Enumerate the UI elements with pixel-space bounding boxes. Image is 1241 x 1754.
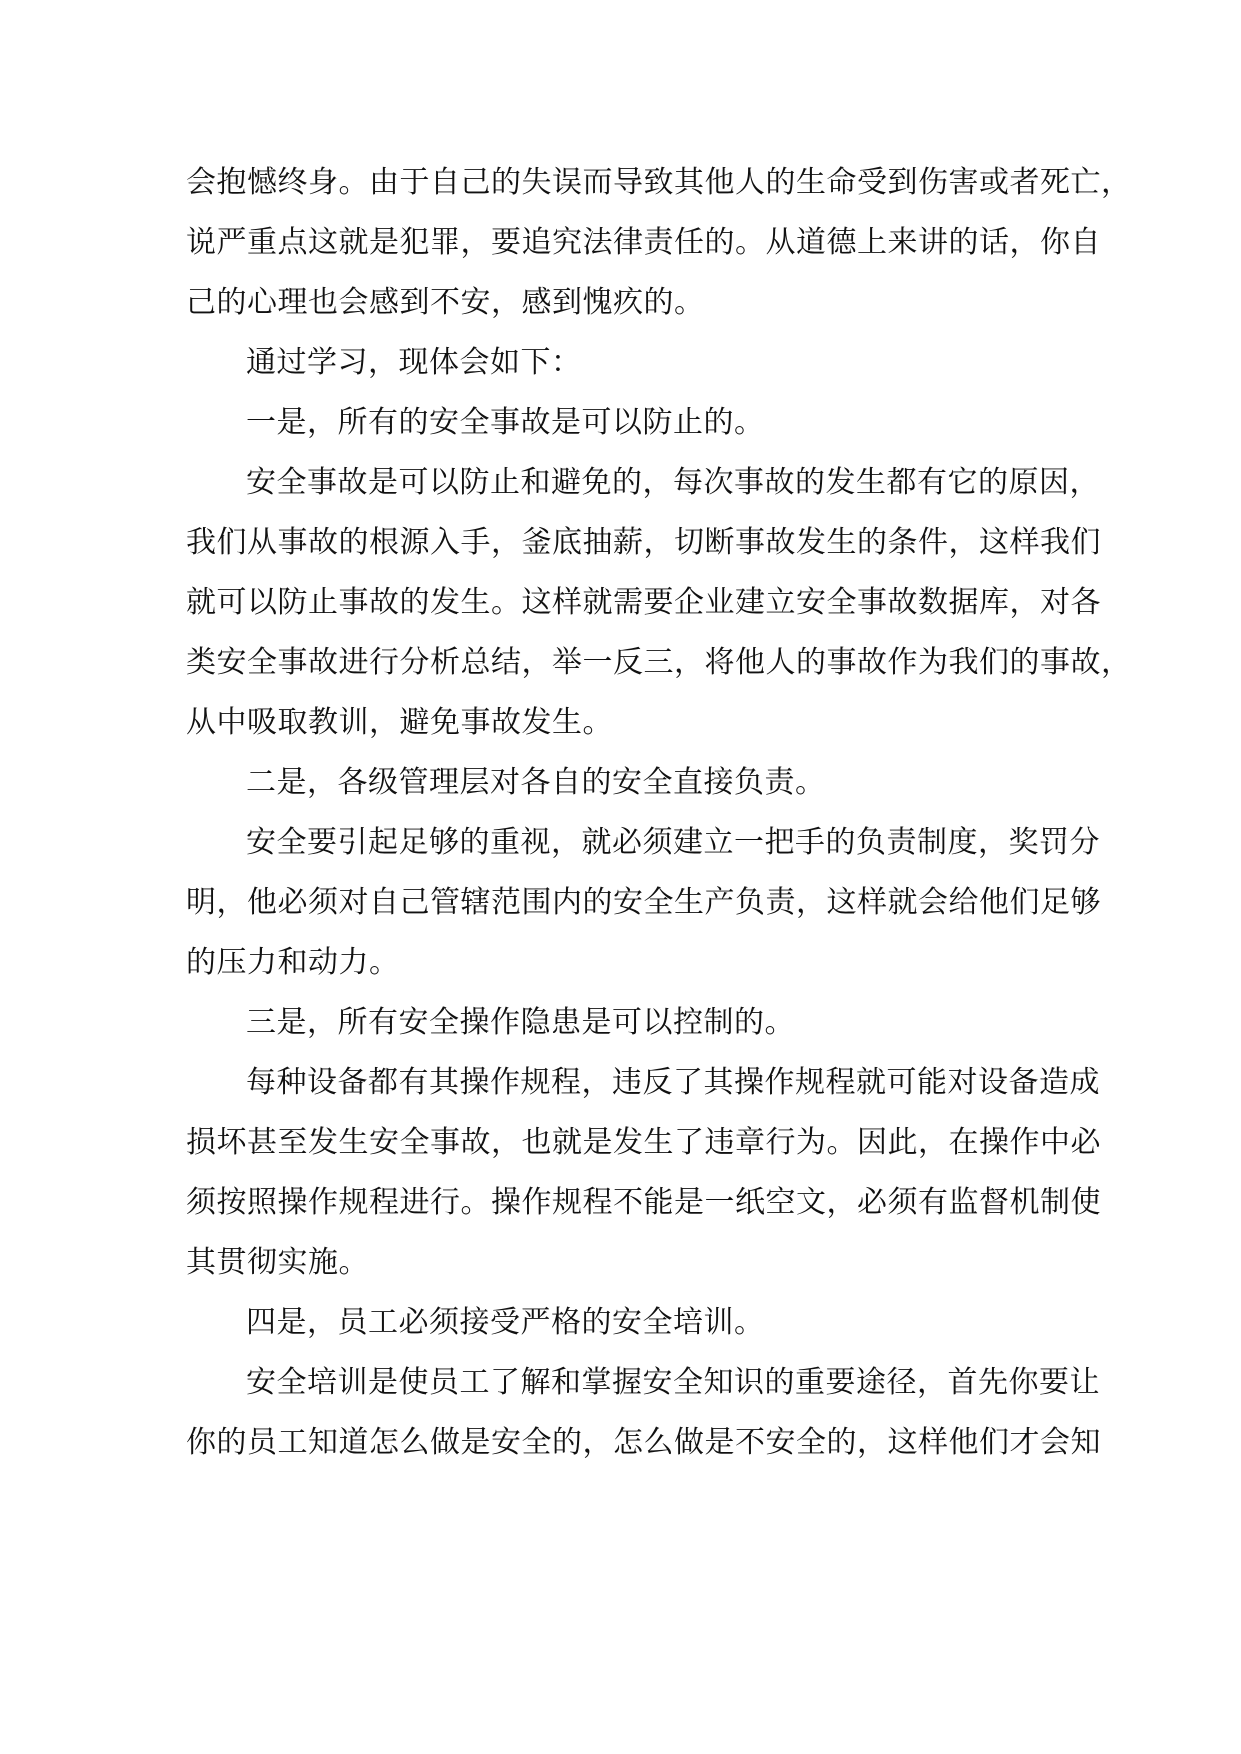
- text-line: 你的员工知道怎么做是安全的，怎么做是不安全的，这样他们才会知: [186, 1425, 1101, 1460]
- text-line: 己的心理也会感到不安，感到愧疚的。: [186, 285, 705, 320]
- section-heading: 一是，所有的安全事故是可以防止的。: [246, 405, 765, 440]
- text-line: 会抱憾终身。由于自己的失误而导致其他人的生命受到伤害或者死亡，: [186, 165, 1132, 200]
- section-heading: 四是，员工必须接受严格的安全培训。: [246, 1305, 765, 1340]
- text-line: 通过学习，现体会如下：: [246, 345, 582, 380]
- section-heading: 三是，所有安全操作隐患是可以控制的。: [246, 1005, 795, 1040]
- text-line: 就可以防止事故的发生。这样就需要企业建立安全事故数据库，对各: [186, 585, 1101, 620]
- text-line: 明，他必须对自己管辖范围内的安全生产负责，这样就会给他们足够: [186, 885, 1101, 920]
- text-line: 其贯彻实施。: [186, 1245, 369, 1280]
- text-line: 安全事故是可以防止和避免的，每次事故的发生都有它的原因，: [246, 465, 1100, 500]
- text-line: 的压力和动力。: [186, 945, 400, 980]
- text-line: 安全培训是使员工了解和掌握安全知识的重要途径，首先你要让: [246, 1365, 1100, 1400]
- text-line: 我们从事故的根源入手，釜底抽薪，切断事故发生的条件，这样我们: [186, 525, 1101, 560]
- text-line: 每种设备都有其操作规程，违反了其操作规程就可能对设备造成: [246, 1065, 1100, 1100]
- text-line: 类安全事故进行分析总结，举一反三，将他人的事故作为我们的事故，: [186, 645, 1132, 680]
- text-line: 安全要引起足够的重视，就必须建立一把手的负责制度，奖罚分: [246, 825, 1100, 860]
- text-line: 须按照操作规程进行。操作规程不能是一纸空文，必须有监督机制使: [186, 1185, 1101, 1220]
- section-heading: 二是，各级管理层对各自的安全直接负责。: [246, 765, 826, 800]
- text-line: 损坏甚至发生安全事故，也就是发生了违章行为。因此，在操作中必: [186, 1125, 1101, 1160]
- text-line: 从中吸取教训，避免事故发生。: [186, 705, 613, 740]
- text-line: 说严重点这就是犯罪，要追究法律责任的。从道德上来讲的话，你自: [186, 225, 1101, 260]
